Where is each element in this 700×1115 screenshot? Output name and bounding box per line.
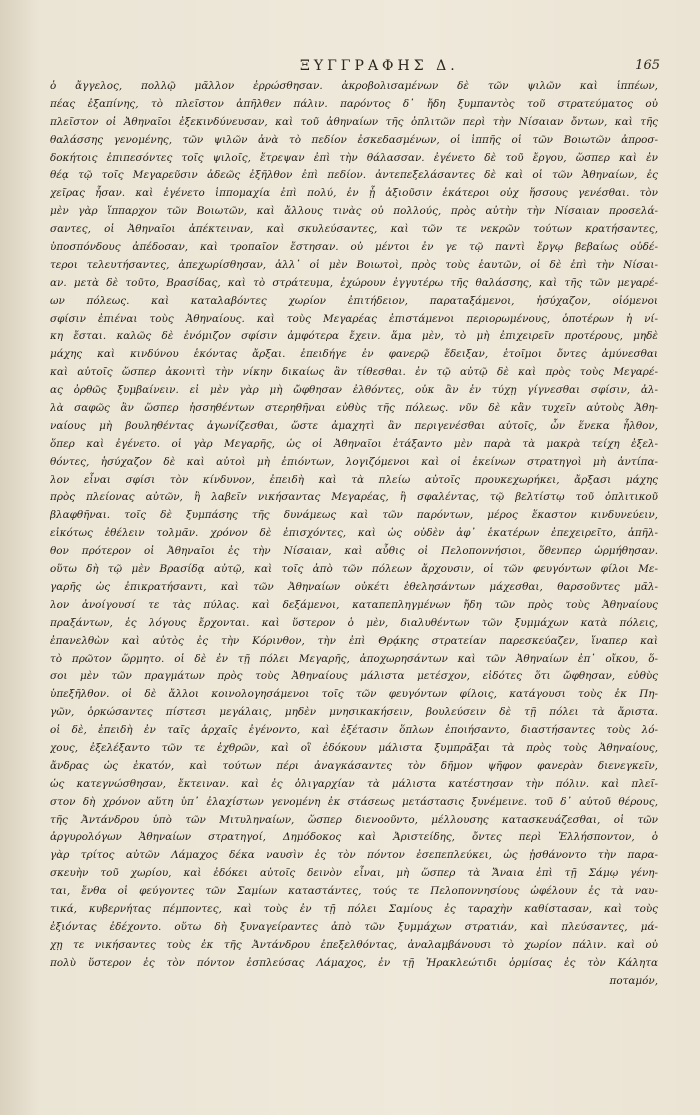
text-line: γὰρ τρίτος αὐτῶν Λάμαχος δέκα ναυσὶν ἐς τὸν πόντον ἐσεπεπλεύκει, ὡς ᾐσθάνοντο τὴν παρα-	[50, 849, 658, 862]
page-number: 165	[635, 58, 660, 73]
text-line: σφίσιν ἐπιέναι τοὺς Ἀθηναίους. καὶ τοὺς Μεγαρέας ἐπιστάμενοι περιορωμένους, ὁποτέρων ἡ νί-	[50, 312, 658, 325]
text-line: τικά, κυβερνήτας πέμποντες, καὶ τοὺς ἐν τῇ πόλει Σαμίους ἐς ταραχὴν καθίστασαν, καὶ τοὺς	[50, 902, 658, 915]
text-line: οὕτω δὴ τῷ μὲν Βρασίδᾳ αὐτῷ, καὶ τοῖς ἀπὸ τῶν πόλεων ἄρχουσιν, οἱ τῶν φευγόντων φίλοι Με-	[50, 563, 658, 576]
text-line: γαρῆς ὡς ἐπικρατήσαντι, καὶ τῶν Ἀθηναίων οὐκέτι ἐθελησάντων μάχεσθαι, θαρσοῦντες μᾶλ-	[50, 580, 658, 593]
text-line: ἄνδρας ὡς ἑκατόν, καὶ τούτων πέρι ἀναγκάσαντες τὸν δῆμον ψῆφον φανερὰν διενεγκεῖν,	[50, 759, 658, 772]
text-line: στον δὴ χρόνον αὕτη ὑπ᾽ ἐλαχίστων γενομένη ἐκ στάσεως μετάστασις ξυνέμεινε. τοῦ δ᾽ αὐτοῦ θέρους,	[50, 795, 658, 808]
text-line: ποταμόν,	[609, 974, 658, 987]
text-line: κη ἔσται. καλῶς δὲ ἐνόμιζον σφίσιν ἀμφότερα ἔχειν. ἅμα μὲν, τὸ μὴ ἐπιχειρεῖν προτέρους, μηδὲ	[50, 330, 658, 343]
text-line: λὰ σαφῶς ἂν ὥσπερ ἡσσηθέντων στερηθῆναι εὐθὺς τῆς πόλεως. νῦν δὲ κἂν τυχεῖν αὐτοὺς Ἀθη-	[50, 402, 658, 415]
text-line: οἱ δὲ, ἐπειδὴ ἐν ταῖς ἀρχαῖς ἐγένοντο, καὶ ἐξέτασιν ὅπλων ἐποιήσαντο, διαστήσαντες τοὺς λό-	[50, 724, 658, 737]
text-line: τῆς Ἀντάνδρου ὑπὸ τῶν Μιτυληναίων, ὥσπερ διενοοῦντο, μέλλουσης κατασκευάζεσθαι, οἱ τῶν	[50, 813, 658, 826]
text-line: χους, ἐξελέξαντο τῶν τε ἐχθρῶν, καὶ οἳ ἐδόκουν μάλιστα ξυμπρᾶξαι τὰ πρὸς τοὺς Ἀθηναίους,	[50, 741, 658, 754]
text-line: πλεῖστον οἱ Ἀθηναῖοι ἐξεκινδύνευσαν, καὶ τοῦ ἀθηναίων τῆς ὁπλιτῶν περὶ τὴν Νίσαιαν ὄντων, καὶ τῆς	[50, 115, 658, 128]
text-line: ὑπεξῆλθον. οἱ δὲ ἄλλοι κοινολογησάμενοι τοῖς τῶν φευγόντων φίλοις, κατάγουσι τοὺς ἐκ Πη-	[50, 688, 658, 701]
text-line: σαντες, οἱ Ἀθηναῖοι ἀπέκτειναν, καὶ σκυλεύσαντες, καὶ τῶν τε νεκρῶν τούτων κρατήσαντες,	[50, 223, 658, 236]
text-line: ἐπανελθὼν καὶ αὐτὸς ἐς τὴν Κόρινθον, τὴν ἐπὶ Θρᾴκης στρατείαν παρεσκεύαζεν, ἵναπερ καὶ	[50, 634, 658, 647]
text-line: αν. μετὰ δὲ τοῦτο, Βρασίδας, καὶ τὸ στράτευμα, ἐχώρουν ἐγγυτέρω τῆς θαλάσσης, καὶ τῆς τῶν μεγαρέ-	[50, 276, 658, 289]
text-line: θαλάσσης γενομένης, τῶν ψιλῶν ἀνὰ τὸ πεδίον ἐσκεδασμένων, οἱ ἱππῆς οἱ τῶν Βοιωτῶν ἀπροσ-	[50, 133, 658, 146]
text-line: μάχης καὶ κινδύνου ἑκόντας ἄρξαι. ἐπειδήγε ἐν φανερῷ ἔδειξαν, ἑτοῖμοι ὄντες ἀμύνεσθαι	[50, 348, 658, 361]
text-line: εἰκότως ἐθέλειν τολμᾶν. χρόνον δὲ ἐπισχόντες, καὶ ὡς οὐδὲν ἀφ᾽ ἑκατέρων ἐπεχειρεῖτο, ἀπῆλ-	[50, 527, 658, 540]
text-line: ναίους μὴ βουληθέντας ἀγωνίζεσθαι, ὥστε ἀμαχητὶ ἂν περιγενέσθαι αὐτοῖς, ὧν ἕνεκα ἦλθον,	[50, 419, 658, 432]
text-line: χῃ τε νικήσαντες τοὺς ἐκ τῆς Ἀντάνδρου ἐπεξελθόντας, ἀναλαμβάνουσι τὸ χωρίον πάλιν. καὶ οὐ	[50, 938, 658, 951]
text-line: θον πρότερον οἱ Ἀθηναῖοι ἐς τὴν Νίσαιαν, καὶ αὖθις οἱ Πελοποννήσιοι, ὅθενπερ ὡρμήθησαν.	[50, 545, 658, 558]
text-line: ων πόλεως. καὶ καταλαβόντες χωρίον ἐπιτήδειον, παραταξάμενοι, ἡσύχαζον, οἰόμενοι	[50, 294, 658, 307]
text-line: γῶν, ὁρκώσαντες πίστεσι μεγάλαις, μηδὲν μνησικακήσειν, βουλεύσειν δὲ τῇ πόλει τὰ ἄριστα.	[50, 706, 658, 719]
text-line: τεροι τελευτήσαντες, ἀπεχωρίσθησαν, ἀλλ᾽ οἱ μὲν Βοιωτοὶ, πρὸς τοὺς ἑαυτῶν, οἱ δὲ ἐπὶ τὴν Νίσαι-	[50, 258, 658, 271]
text-line: ἀργυρολόγων Ἀθηναίων στρατηγοί, Δημόδοκος καὶ Ἀριστείδης, ὄντες περὶ Ἑλλήσποντον, ὁ	[50, 831, 658, 844]
text-line: λον ἀνοίγουσί τε τὰς πύλας. καὶ δεξάμενοι, καταπεπληγμένων ἤδη τῶν πρὸς τοὺς Ἀθηναίους	[50, 598, 658, 611]
text-line: σκευὴν τοῦ χωρίου, καὶ ἐδόκει αὐτοῖς δεινὸν εἶναι, μὴ ὥσπερ τὰ Ἄναια ἐπὶ τῇ Σάμῳ γένη-	[50, 867, 658, 880]
text-line: ται, ἔνθα οἱ φεύγοντες τῶν Σαμίων καταστάντες, τούς τε Πελοποννησίους ὠφέλουν ἐς τὰ ναυ-	[50, 885, 658, 898]
page-header	[300, 58, 660, 80]
text-line: ὅπερ καὶ ἐγένετο. οἱ γὰρ Μεγαρῆς, ὡς οἱ Ἀθηναῖοι ἐτάξαντο μὲν παρὰ τὰ μακρὰ τείχη ἐξελ-	[50, 437, 658, 450]
text-line: βλαφθῆναι. τοῖς δὲ ξυμπάσης τῆς δυνάμεως καὶ τῶν παρόντων, μέρος ἕκαστον κινδυνεύειν,	[50, 509, 658, 522]
text-line: τὸ πρῶτον ὥρμητο. οἱ δὲ ἐν τῇ πόλει Μεγαρῆς, ἀποχωρησάντων καὶ τῶν Ἀθηναίων ἐπ᾽ οἴκου, ὅ-	[50, 652, 658, 665]
text-line: ἐξιόντας ἐδέχοντο. οὕτω δὴ ξυναγείραντες ἀπὸ τῶν ξυμμάχων στρατιάν, καὶ πλεύσαντες, μά-	[50, 920, 658, 933]
text-line: χεῖρας ἦσαν. καὶ ἐγένετο ἱππομαχία ἐπὶ πολύ, ἐν ᾗ ἀξιοῦσιν ἑκάτεροι οὐχ ἥσσους γενέσθαι. τὸν	[50, 187, 658, 200]
text-line: πολὺ ὕστερον ἐς τὸν πόντον ἐσπλεύσας Λάμαχος, ἐν τῇ Ἡρακλεώτιδι ὁρμίσας ἐς τὸν Κάλητα	[50, 956, 658, 969]
text-line: ὑποσπόνδους ἀπέδοσαν, καὶ τροπαῖον ἔστησαν. οὐ μέντοι ἐν γε τῷ παντὶ ἔργῳ βεβαίως οὐδέ-	[50, 241, 658, 254]
text-line: λον εἶναι σφίσι τὸν κίνδυνον, ἐπειδὴ καὶ τὰ πλείω αὐτοῖς προυκεχωρήκει, ἄρξασι μάχης	[50, 473, 658, 486]
text-line: δοκήτοις ἐπιπεσόντες τοῖς ψιλοῖς, ἔτρεψαν ἐπὶ τὴν θάλασσαν. ἐγένετο δὲ τοῦ ἔργου, ὥσπερ καὶ ἐν	[50, 151, 658, 164]
running-head: ΞΥΓΓΡΑΦΗΣ Δ.	[300, 58, 459, 74]
text-line: πέας ἐξαπίνης, τὸ πλεῖστον ἀπῆλθεν πάλιν. παρόντος δ᾽ ἤδη ξυμπαντὸς τοῦ στρατεύματος οὐ	[50, 97, 658, 110]
text-line: σοι μὲν τῶν πραγμάτων πρὸς τοὺς Ἀθηναίους μάλιστα μετέσχον, εἰδότες ὅτι ὤφθησαν, εὐθὺς	[50, 670, 658, 683]
text-line: καὶ αὐτοῖς ὥσπερ ἀκονιτὶ τὴν νίκην δικαίως ἂν τίθεσθαι. ἐν τῷ αὐτῷ δὲ καὶ πρὸς τοὺς Μεγαρέ-	[50, 366, 658, 379]
text-line: μὲν γὰρ ἵππαρχον τῶν Βοιωτῶν, καὶ ἄλλους τινὰς οὐ πολλούς, πρὸς αὐτὴν τὴν Νίσαιαν προσελά-	[50, 205, 658, 218]
text-line: πραξάντων, ἐς λόγους ἔρχονται. καὶ ὕστερον ὁ μὲν, διαλυθέντων τῶν ξυμμάχων κατὰ πόλεις,	[50, 616, 658, 629]
text-line: θέᾳ τῷ τοῖς Μεγαρεῦσιν ἀδεῶς ἐξῆλθον ἐπὶ πεδίον. ἀντεπεξελάσαντες δὲ καὶ οἱ τῶν Ἀθηναίων, ἐς	[50, 169, 658, 182]
body-text	[50, 78, 658, 990]
text-line: πρὸς πλείονας αὐτῶν, ἢ λαβεῖν νικήσαντας Μεγαρέας, ἢ σφαλέντας, τῷ βελτίστῳ τοῦ ὁπλιτικοῦ	[50, 491, 658, 504]
text-line: ὡς κατεγνώσθησαν, ἔκτειναν. καὶ ἐς ὀλιγαρχίαν τὰ μάλιστα κατέστησαν τὴν πόλιν. καὶ πλεῖ-	[50, 777, 658, 790]
text-line: ας ὀρθῶς ξυμβαίνειν. εἰ μὲν γὰρ μὴ ὤφθησαν ἐλθόντες, οὐκ ἂν ἐν τύχῃ γίγνεσθαι σφίσιν, ἀλ-	[50, 384, 658, 397]
text-line: ὁ ἄγγελος, πολλῷ μᾶλλον ἐρρώσθησαν. ἀκροβολισαμένων δὲ τῶν ψιλῶν καὶ ἱππέων,	[50, 80, 658, 92]
text-line: θόντες, ἡσύχαζον δὲ καὶ αὐτοὶ μὴ ἐπιόντων, λογιζόμενοι καὶ οἱ ἐκείνων στρατηγοὶ μὴ ἀντίπα-	[50, 455, 658, 468]
